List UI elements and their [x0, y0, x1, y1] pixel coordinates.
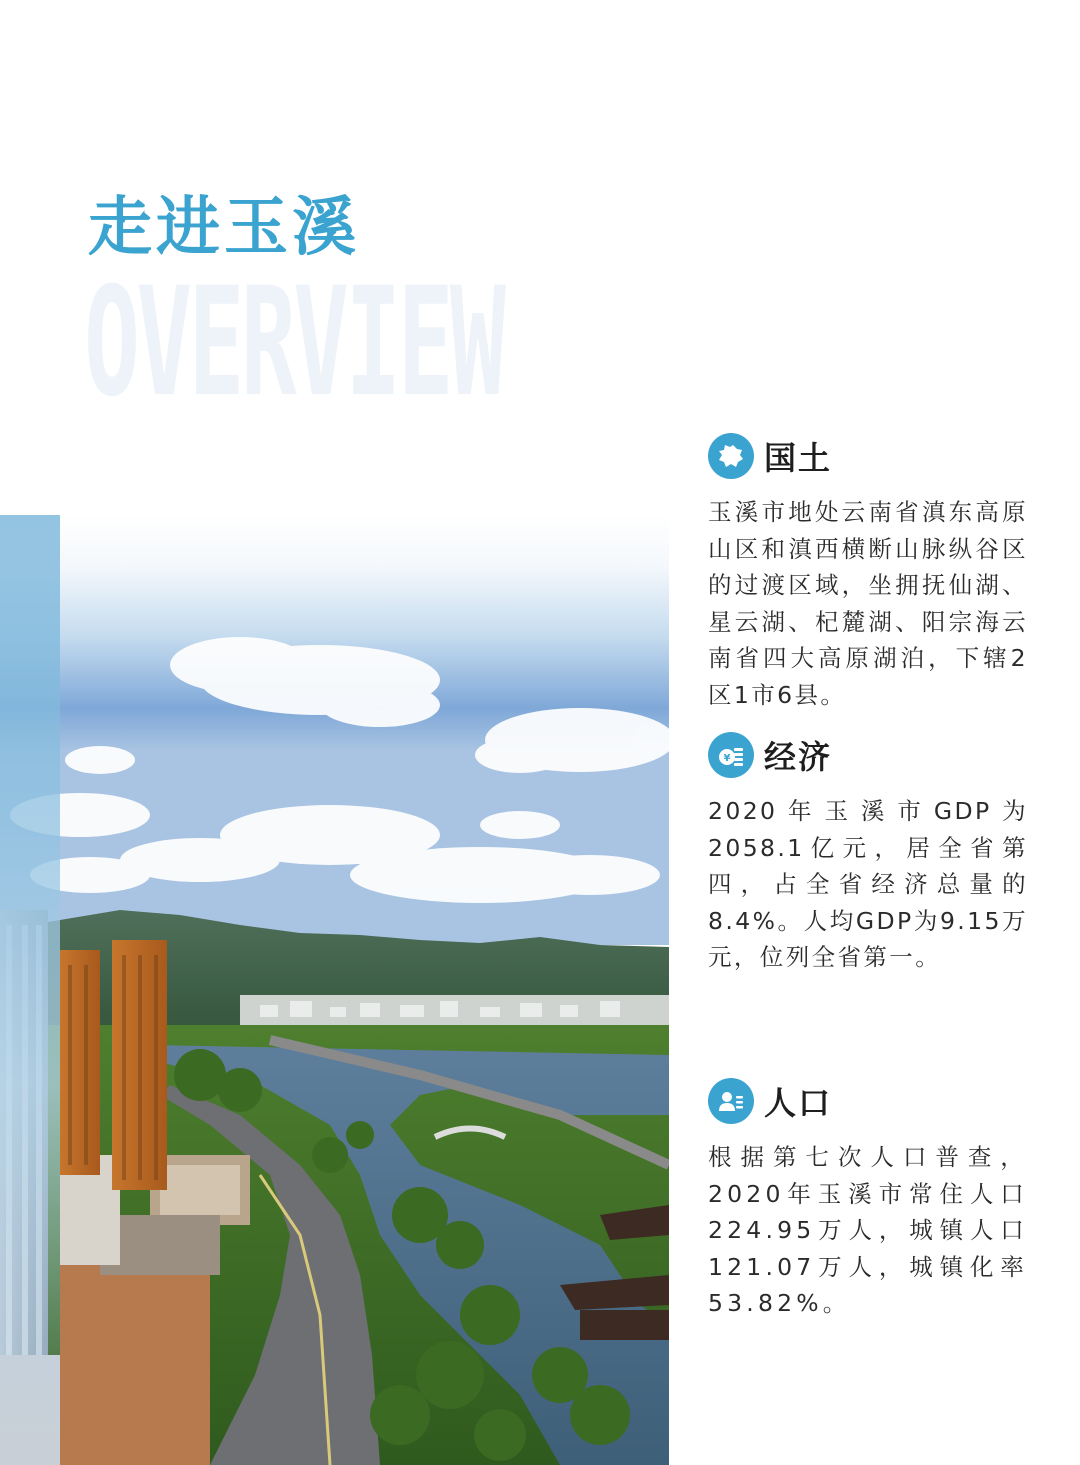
id-card-icon [708, 1078, 754, 1124]
coins-icon [708, 732, 754, 778]
section-population [708, 1077, 1028, 1322]
section-title: 人口 [764, 1084, 833, 1122]
map-icon [708, 433, 754, 479]
section-economy [708, 731, 1028, 976]
svg-text:¥: ¥ [723, 753, 731, 764]
section-text: 玉溪市地处云南省滇东高原山区和滇西横断山脉纵谷区的过渡区域，坐拥抚仙湖、星云湖、杞麓湖、阳宗海云南省四大高原湖泊，下辖2区1市6县。 [708, 498, 1028, 709]
section-text: 2020年玉溪市GDP为2058.1亿元，居全省第四，占全省经济总量的8.4%。人均GDP为9.15万元，位列全省第一。 [708, 797, 1028, 971]
section-text: 根据第七次人口普查，2020年玉溪市常住人口224.95万人，城镇人口121.07万人，城镇化率53.82%。 [708, 1143, 1028, 1317]
page-subtitle-watermark: OVERVIEW [84, 256, 503, 430]
city-aerial-photo [0, 515, 669, 1465]
section-title: 经济 [764, 738, 833, 776]
page-title: 走进玉溪 [88, 191, 360, 265]
section-territory [708, 432, 1028, 713]
decorative-side-bar [0, 515, 60, 1465]
section-title: 国土 [764, 439, 833, 477]
